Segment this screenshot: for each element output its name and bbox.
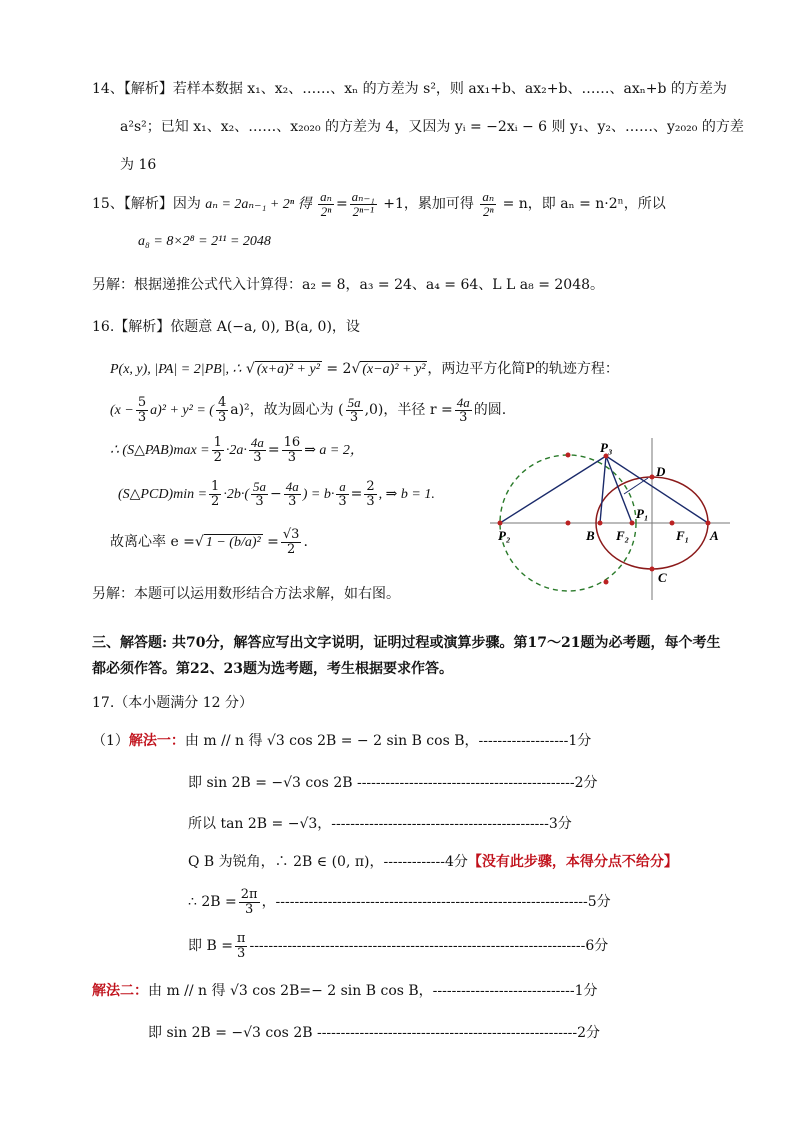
q15-mid: +1，累加可得	[383, 196, 474, 212]
point-bottom	[604, 580, 609, 585]
label-f2: F₂	[616, 528, 630, 543]
section3-line2: 都必须作答。第22、23题为选考题，考生根据要求作答。	[92, 661, 453, 677]
line-d-c	[624, 478, 648, 494]
point-c	[650, 567, 655, 572]
q15-tail: = n，即 aₙ = n·2ⁿ，所以	[502, 196, 666, 212]
q15-line2: a₈ = 8×2⁸ = 2¹¹ = 2048	[138, 234, 271, 249]
label-p3: P₃	[600, 440, 613, 455]
q16-line5: (S△PCD)min = $\frac{1}{2}$ ·2b·( $\frac{5a}{3}$ − $\frac{4a}{3}$ ) = b· $\frac{a}{3}$ = $\frac{2}{3}$ , ⇒ b = 1.	[118, 478, 435, 509]
q17-m1-line5: ∴ 2B = $\frac{2\pi}{3}$ ，------------------------------------------------------------------5分	[188, 886, 611, 917]
label-c: C	[658, 570, 667, 585]
q16-line2: P(x, y), |PA| = 2|PB|, ∴ √ (x+a)² + y² = 2√ (x−a)² + y² ，两边平方化简P的轨迹方程：	[110, 361, 619, 377]
q14-line1: 14、【解析】若样本数据 x₁、x₂、……、xₙ 的方差为 s²，则 ax₁+b、ax₂+b、……、axₙ+b 的方差为	[92, 81, 727, 97]
label-p1: P₁	[636, 506, 649, 521]
q16-line3: (x − $\frac{5}{3}$ a)² + y² = ( $\frac{4}{3}$ a)²，故为圆心为 ( $\frac{5a}{3}$ ,0)，半径 r = $\frac{4a}{3}$ 的圆.	[110, 394, 507, 425]
q16-line6: 故离心率 e =√ 1 − (b/a)² = $\frac{√3}{2}$ .	[110, 526, 308, 557]
point-f1	[670, 521, 675, 526]
point-top	[566, 453, 571, 458]
point-center	[566, 521, 571, 526]
section3-line1: 三、解答题: 共70分，解答应写出文字说明，证明过程或演算步骤。第17～21题为必考题，每个考生	[92, 635, 721, 651]
q15-alt: 另解：根据递推公式代入计算得：a₂ = 8，a₃ = 24、a₄ = 64、L L a₈ = 2048。	[92, 277, 605, 293]
q16-alt: 另解：本题可以运用数形结合方法求解，如右图。	[92, 586, 400, 602]
label-a: A	[710, 528, 719, 543]
q17-m1-line3: 所以 tan 2B = −√3，----------------------------------------------3分	[188, 816, 572, 832]
line-p3-b	[600, 456, 606, 523]
q17-m1-line4: Q B 为锐角，∴ 2B ∈ (0, π)，-------------4分【没有此步骤，本得分点不给分】	[188, 854, 678, 870]
point-a	[706, 521, 711, 526]
q17-m1-line2: 即 sin 2B = −√3 cos 2B ----------------------------------------------2分	[188, 775, 598, 791]
q15-frac3: $\frac{\text{aₙ}}{\text{2ⁿ}}$	[482, 188, 495, 219]
q15-prefix: 15、【解析】因为	[92, 196, 201, 212]
q17-m2-line2: 即 sin 2B = −√3 cos 2B -------------------------------------------------------2分	[148, 1025, 601, 1041]
ellipse-circle-figure	[490, 432, 730, 602]
q16-line1: 16.【解析】依题意 A(−a, 0), B(a, 0)，设	[92, 319, 360, 335]
line-p3-f2	[606, 456, 632, 523]
label-d: D	[656, 464, 666, 479]
label-b: B	[586, 528, 595, 543]
point-f2	[630, 521, 635, 526]
q17-m1-line1: （1）解法一：由 m // n 得 √3 cos 2B = − 2 sin B cos B，-------------------1分	[92, 733, 592, 749]
q15-line1: 15、【解析】因为 aₙ = 2aₙ₋₁ + 2ⁿ 得 $\frac{\text{aₙ}}{\text{2ⁿ}}$ = $\frac{\text{aₙ₋₁}}{\text{2ⁿ⁻¹}}$ +1，累加可得 $\frac{\text{aₙ}}{\text{2ⁿ}}$ = n，即 aₙ = n·2ⁿ，所以	[92, 188, 666, 219]
label-f1: F₁	[676, 528, 690, 543]
q17-m2-line1: 解法二：由 m // n 得 √3 cos 2B=− 2 sin B cos B，------------------------------1分	[92, 983, 598, 999]
line-p2-p3	[500, 456, 606, 523]
point-p2	[498, 521, 503, 526]
label-p2: P₂	[498, 528, 511, 543]
q15-frac1: $\frac{\text{aₙ}}{\text{2ⁿ}}$	[320, 188, 332, 219]
q17-title: 17.（本小题满分 12 分）	[92, 695, 253, 711]
point-d	[650, 475, 655, 480]
q15-frac2: $\frac{\text{aₙ₋₁}}{\text{2ⁿ⁻¹}}$	[351, 188, 375, 219]
q14-line2: a²s²；已知 x₁、x₂、……、x₂₀₂₀ 的方差为 4，又因为 yᵢ = −2xᵢ − 6 则 y₁、y₂、……、y₂₀₂₀ 的方差	[120, 119, 744, 135]
q16-line4: ∴ (S△PAB)max = $\frac{1}{2}$ ·2a· $\frac{4a}{3}$ = $\frac{16}{3}$ ⇒ a = 2，	[110, 434, 364, 465]
q17-m1-line6: 即 B = $\frac{\pi}{3}$ -----------------------------------------------------------------------6分	[188, 930, 609, 961]
q14-line3: 为 16	[120, 157, 157, 173]
q15-eq: aₙ = 2aₙ₋₁ + 2ⁿ 得	[205, 197, 312, 212]
point-b	[598, 521, 603, 526]
